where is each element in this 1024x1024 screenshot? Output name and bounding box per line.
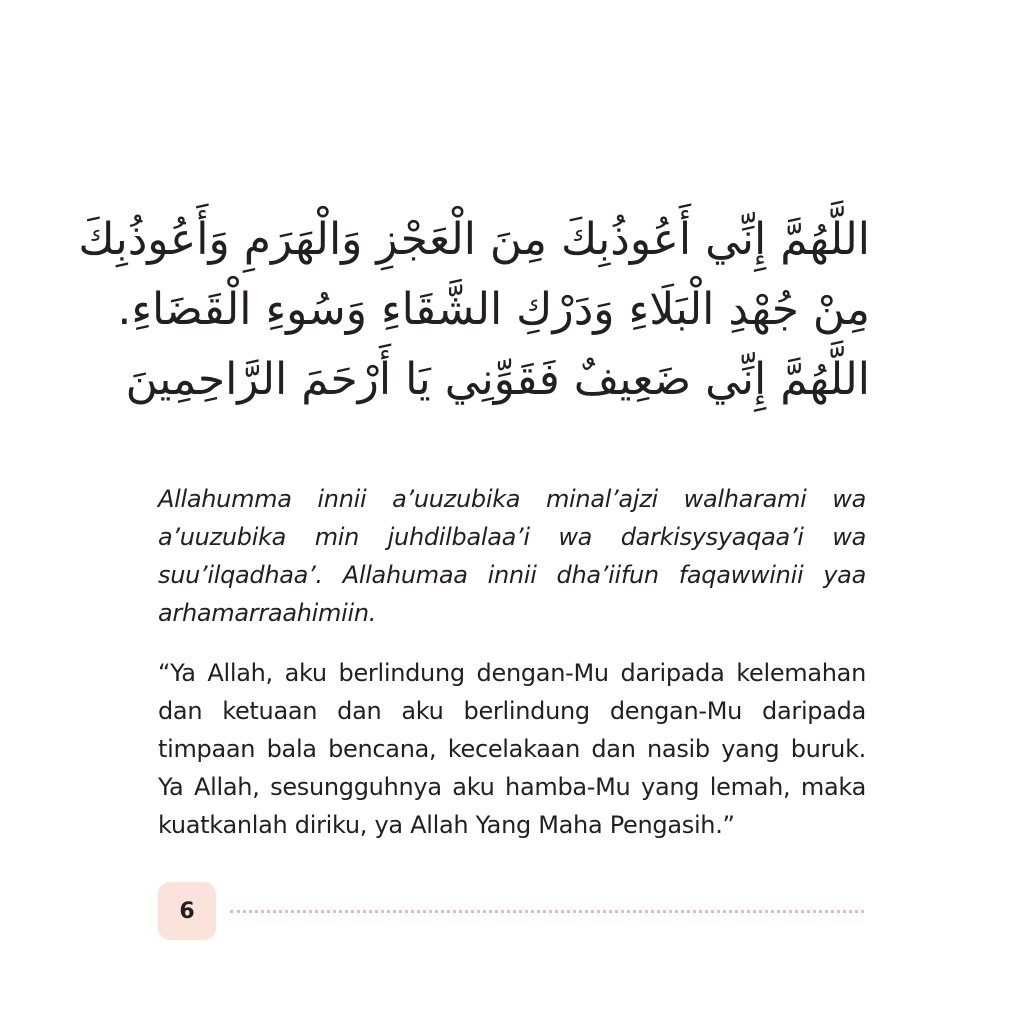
page-footer xyxy=(158,882,866,940)
dotted-divider xyxy=(230,910,864,913)
transliteration-paragraph: Allahumma innii a’uuzubika minal’ajzi walharami wa a’uuzubika min juhdilbalaa’i wa darkisysyaqaa’i wa suu’ilqadhaa’. Allahumaa innii dha’iifun faqawwinii yaa arhamarraahimiin. xyxy=(158,485,866,627)
page-number-badge: 6 xyxy=(158,882,216,940)
arabic-line-1: اللَّهُمَّ إِنِّي أَعُوذُبِكَ مِنَ الْعَجْزِ وَالْهَرَمِ وَأَعُوذُبِكَ xyxy=(78,214,870,265)
arabic-prayer-text xyxy=(78,205,870,415)
translation-paragraph: “Ya Allah, aku berlindung dengan-Mu daripada kelemahan dan ketuaan dan aku berlindung dengan-Mu daripada timpaan bala bencana, kecelakaan dan nasib yang buruk. Ya Allah, sesungguhnya aku hamba-Mu yang lemah, maka kuatkanlah diriku, ya Allah Yang Maha Pengasih.” xyxy=(158,659,866,839)
arabic-line-3: اللَّهُمَّ إِنِّي ضَعِيفٌ فَقَوِّنِي يَا أَرْحَمَ الرَّاحِمِينَ xyxy=(125,354,870,405)
arabic-line-2: مِنْ جُهْدِ الْبَلَاءِ وَدَرْكِ الشَّقَاءِ وَسُوءِ الْقَضَاءِ. xyxy=(117,284,870,335)
